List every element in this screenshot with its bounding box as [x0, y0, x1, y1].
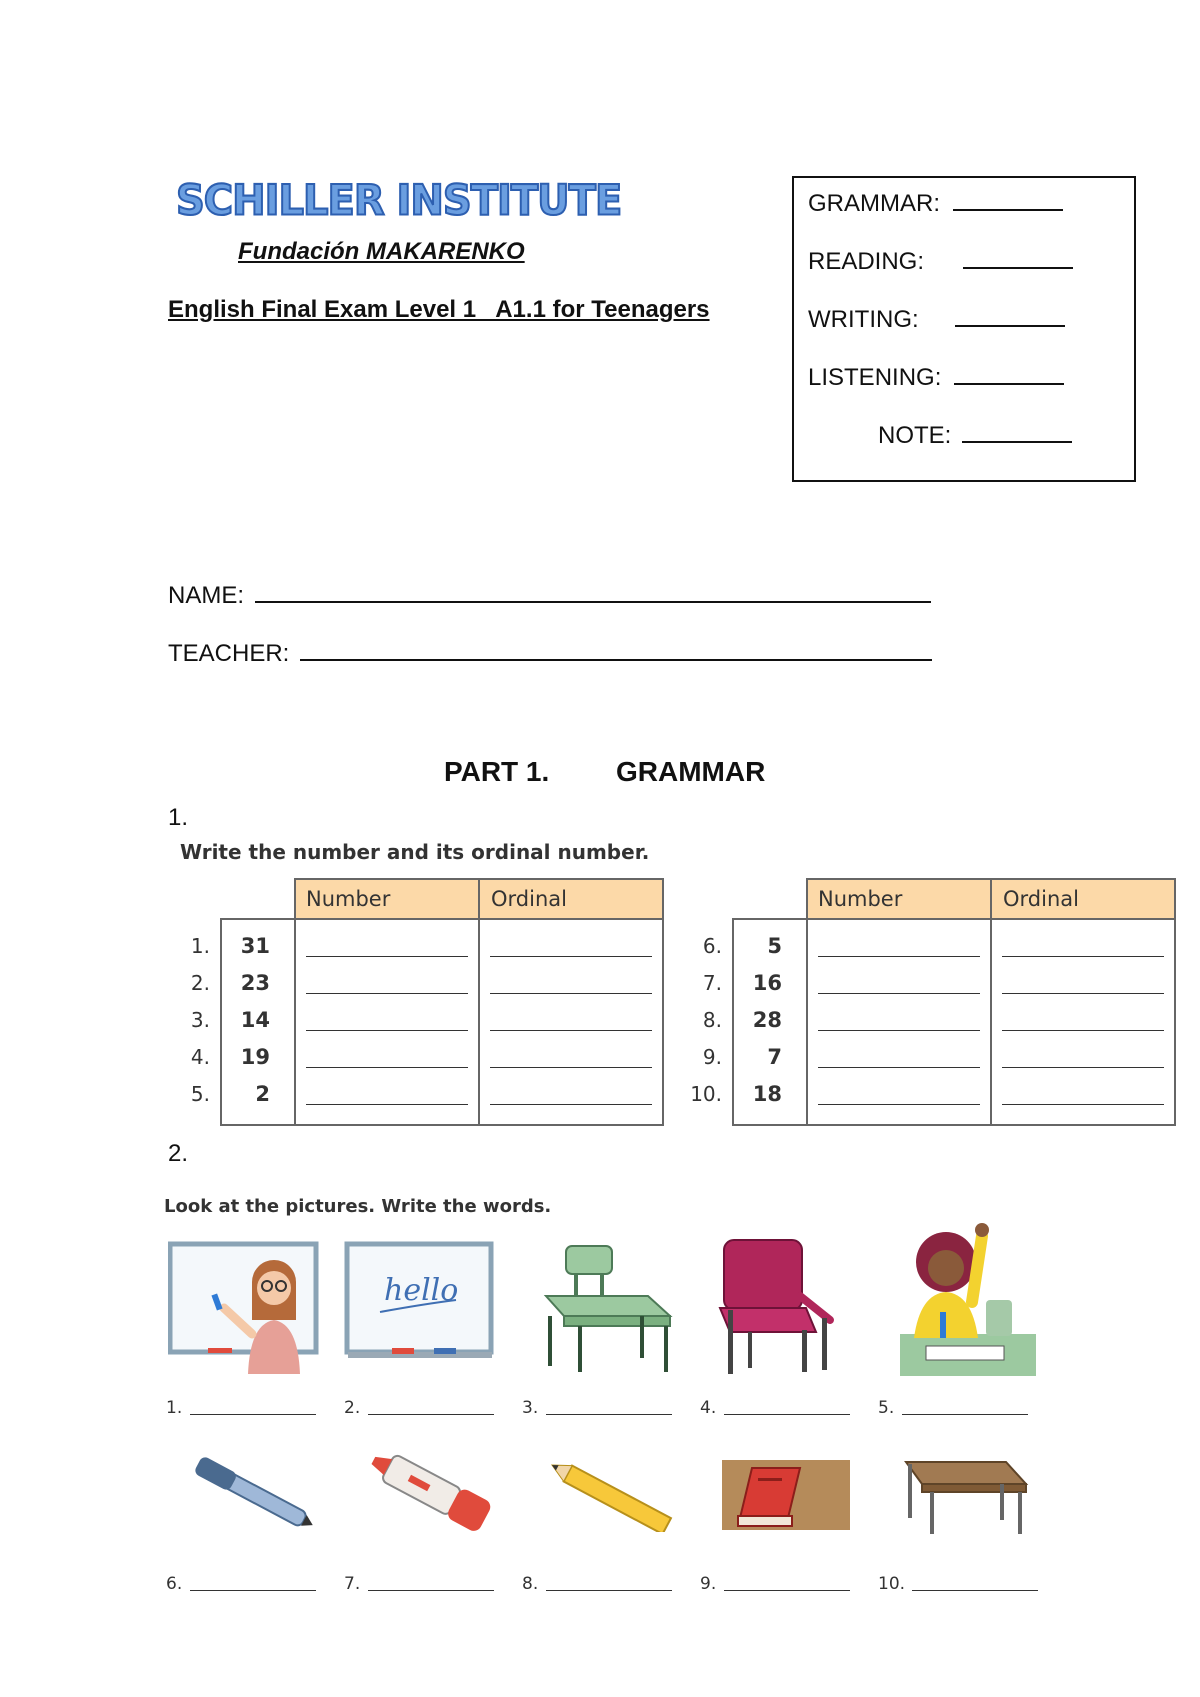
- score-reading-blank[interactable]: [963, 266, 1073, 269]
- answer-line[interactable]: [306, 993, 468, 994]
- item-number: 6.: [166, 1574, 183, 1594]
- answer-line[interactable]: [306, 1030, 468, 1031]
- row-value: 7: [767, 1045, 782, 1069]
- school-desk-icon: [540, 1238, 674, 1374]
- row-number: 9.: [702, 1045, 722, 1069]
- right-col-number: Number: [818, 887, 903, 911]
- word-answer-line[interactable]: [902, 1414, 1028, 1415]
- answer-line[interactable]: [490, 1030, 652, 1031]
- word-answer-line[interactable]: [724, 1590, 850, 1591]
- word-answer-line[interactable]: [724, 1414, 850, 1415]
- row-number: 2.: [190, 971, 210, 995]
- table-row: [682, 934, 1182, 971]
- table-row: [170, 934, 670, 971]
- teacher-field: [168, 640, 932, 668]
- answer-line[interactable]: [306, 1104, 468, 1105]
- table-icon: [900, 1450, 1030, 1536]
- word-answer-line[interactable]: [368, 1414, 494, 1415]
- row-value: 31: [240, 934, 270, 958]
- answer-line[interactable]: [490, 1104, 652, 1105]
- score-writing-label: WRITING:: [808, 306, 919, 333]
- score-note-blank[interactable]: [962, 440, 1072, 443]
- row-number: 8.: [702, 1008, 722, 1032]
- row-value: 23: [240, 971, 270, 995]
- institute-logo: SCHILLER INSTITUTE: [176, 176, 622, 226]
- left-col-number: Number: [306, 887, 391, 911]
- score-grammar: [808, 190, 1063, 218]
- score-reading-label: READING:: [808, 248, 925, 275]
- row-number: 7.: [702, 971, 722, 995]
- row-value: 19: [240, 1045, 270, 1069]
- item-number: 3.: [522, 1398, 539, 1418]
- answer-line[interactable]: [1002, 1030, 1164, 1031]
- teacher-input-line[interactable]: [300, 658, 932, 661]
- row-number: 3.: [190, 1008, 210, 1032]
- score-note: [878, 422, 1072, 450]
- item-number: 5.: [878, 1398, 895, 1418]
- answer-line[interactable]: [306, 956, 468, 957]
- exam-title: English Final Exam Level 1 A1.1 for Teenagers: [168, 296, 710, 323]
- pencil-icon: [540, 1460, 676, 1532]
- table-row: [170, 1008, 670, 1045]
- part-number: PART 1.: [444, 756, 550, 787]
- book-icon: [722, 1460, 850, 1530]
- answer-line[interactable]: [818, 1067, 980, 1068]
- word-answer-line[interactable]: [546, 1590, 672, 1591]
- item-number: 2.: [344, 1398, 361, 1418]
- answer-line[interactable]: [1002, 1067, 1164, 1068]
- word-answer-line[interactable]: [546, 1414, 672, 1415]
- marker-icon: [362, 1448, 496, 1532]
- left-col-ordinal: Ordinal: [491, 887, 567, 911]
- item-number: 4.: [700, 1398, 717, 1418]
- row-value: 28: [752, 1008, 782, 1032]
- score-note-label: NOTE:: [878, 422, 952, 449]
- row-number: 5.: [190, 1082, 210, 1106]
- row-number: 4.: [190, 1045, 210, 1069]
- exercise2-instruction: Look at the pictures. Write the words.: [164, 1196, 552, 1217]
- row-value: 18: [752, 1082, 782, 1106]
- item-number: 8.: [522, 1574, 539, 1594]
- answer-line[interactable]: [1002, 956, 1164, 957]
- score-grammar-blank[interactable]: [953, 208, 1063, 211]
- answer-line[interactable]: [818, 993, 980, 994]
- answer-line[interactable]: [818, 1030, 980, 1031]
- row-number: 10.: [690, 1082, 722, 1106]
- score-listening: [808, 364, 1064, 392]
- table-row: [170, 1045, 670, 1082]
- answer-line[interactable]: [818, 956, 980, 957]
- whiteboard-icon: [344, 1238, 496, 1374]
- answer-line[interactable]: [818, 1104, 980, 1105]
- name-label: NAME:: [168, 582, 245, 609]
- word-answer-line[interactable]: [912, 1590, 1038, 1591]
- part-title: GRAMMAR: [616, 756, 766, 787]
- answer-line[interactable]: [1002, 1104, 1164, 1105]
- answer-line[interactable]: [490, 993, 652, 994]
- name-input-line[interactable]: [255, 600, 931, 603]
- foundation-name: Fundación MAKARENKO: [238, 238, 525, 265]
- score-listening-blank[interactable]: [954, 382, 1064, 385]
- exercise1-instruction: Write the number and its ordinal number.: [180, 840, 650, 864]
- answer-line[interactable]: [1002, 993, 1164, 994]
- word-answer-line[interactable]: [190, 1590, 316, 1591]
- chair-icon: [712, 1236, 836, 1374]
- score-writing: [808, 306, 1065, 334]
- table-row: [682, 971, 1182, 1008]
- exercise2-number: 2.: [168, 1140, 189, 1167]
- score-listening-label: LISTENING:: [808, 364, 942, 391]
- row-value: 2: [255, 1082, 270, 1106]
- answer-line[interactable]: [490, 956, 652, 957]
- table-row: [682, 1082, 1182, 1119]
- table-row: [682, 1045, 1182, 1082]
- item-number: 10.: [878, 1574, 906, 1594]
- table-row: [682, 1008, 1182, 1045]
- exercise1-number: 1.: [168, 804, 189, 831]
- row-number: 1.: [190, 934, 210, 958]
- table-row: [170, 1082, 670, 1119]
- item-number: 1.: [166, 1398, 183, 1418]
- right-col-ordinal: Ordinal: [1003, 887, 1079, 911]
- pen-icon: [182, 1456, 318, 1532]
- word-answer-line[interactable]: [368, 1590, 494, 1591]
- score-writing-blank[interactable]: [955, 324, 1065, 327]
- name-field: [168, 582, 931, 610]
- student-raising-hand-icon: [900, 1216, 1036, 1376]
- answer-line[interactable]: [306, 1067, 468, 1068]
- row-number: 6.: [702, 934, 722, 958]
- answer-line[interactable]: [490, 1067, 652, 1068]
- row-value: 5: [767, 934, 782, 958]
- teacher-label: TEACHER:: [168, 640, 290, 667]
- score-grammar-label: GRAMMAR:: [808, 190, 940, 217]
- table-row: [170, 971, 670, 1008]
- row-value: 16: [752, 971, 782, 995]
- word-answer-line[interactable]: [190, 1414, 316, 1415]
- item-number: 9.: [700, 1574, 717, 1594]
- score-reading: [808, 248, 1073, 276]
- board-hello-text: hello: [384, 1273, 459, 1308]
- score-box: [792, 176, 1136, 482]
- teacher-at-board-icon: [168, 1238, 320, 1374]
- row-value: 14: [240, 1008, 270, 1032]
- item-number: 7.: [344, 1574, 361, 1594]
